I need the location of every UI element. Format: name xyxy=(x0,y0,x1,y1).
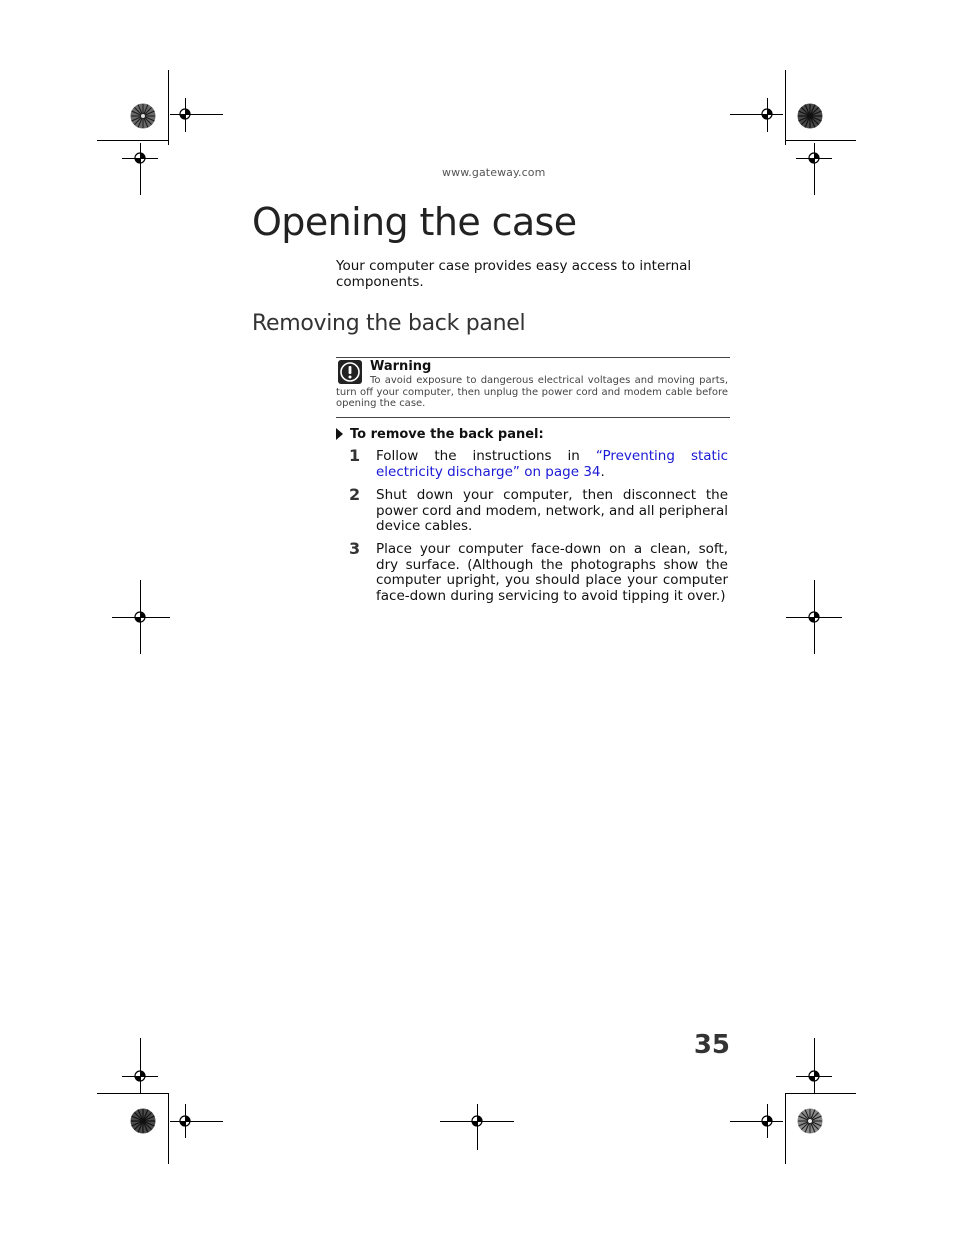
registration-target-icon xyxy=(806,150,822,166)
procedure-heading-label: To remove the back panel: xyxy=(350,427,544,442)
warning-text: To avoid exposure to dangerous electrical voltages and moving parts, turn off your computer, then unplug the power cord and modem cable before opening the case. xyxy=(336,375,728,409)
step-text: Place your computer face-down on a clean, soft, dry surface. (Although the photographs show the computer upright, you should place your computer face-down during servicing to avoid tipping it over.) xyxy=(376,541,728,604)
step-text-before: Follow the instructions in xyxy=(376,448,596,464)
procedure-arrow-icon xyxy=(336,428,343,440)
registration-target-icon xyxy=(132,150,148,166)
step-text-after: . xyxy=(600,463,605,480)
starburst-dial-icon xyxy=(130,103,156,129)
step-number: 3 xyxy=(349,539,361,558)
warning-title: Warning xyxy=(370,359,432,374)
step-text xyxy=(376,449,728,480)
registration-target-icon xyxy=(177,1113,193,1129)
step-number: 2 xyxy=(349,485,361,504)
registration-target-icon xyxy=(132,1068,148,1084)
registration-target-icon xyxy=(806,609,822,625)
cross-reference-link[interactable]: “Preventing static electricity discharge” on page 34 xyxy=(376,448,729,480)
registration-target-icon xyxy=(177,106,193,122)
procedure-heading xyxy=(336,427,544,442)
registration-target-icon xyxy=(469,1113,485,1129)
starburst-dial-icon xyxy=(797,1108,823,1134)
step-text: Shut down your computer, then disconnect the power cord and modem, network, and all peripheral device cables. xyxy=(376,487,728,534)
section-title: Removing the back panel xyxy=(252,311,526,336)
intro-paragraph: Your computer case provides easy access to internal components. xyxy=(336,258,692,290)
starburst-dial-icon xyxy=(130,1108,156,1134)
registration-target-icon xyxy=(759,106,775,122)
starburst-dial-icon xyxy=(797,103,823,129)
step-number: 1 xyxy=(349,446,361,465)
page-number: 35 xyxy=(693,1030,730,1060)
page-title: Opening the case xyxy=(252,200,577,244)
registration-target-icon xyxy=(759,1113,775,1129)
warning-box xyxy=(336,357,730,418)
header-url: www.gateway.com xyxy=(442,166,546,179)
registration-target-icon xyxy=(806,1068,822,1084)
registration-target-icon xyxy=(132,609,148,625)
